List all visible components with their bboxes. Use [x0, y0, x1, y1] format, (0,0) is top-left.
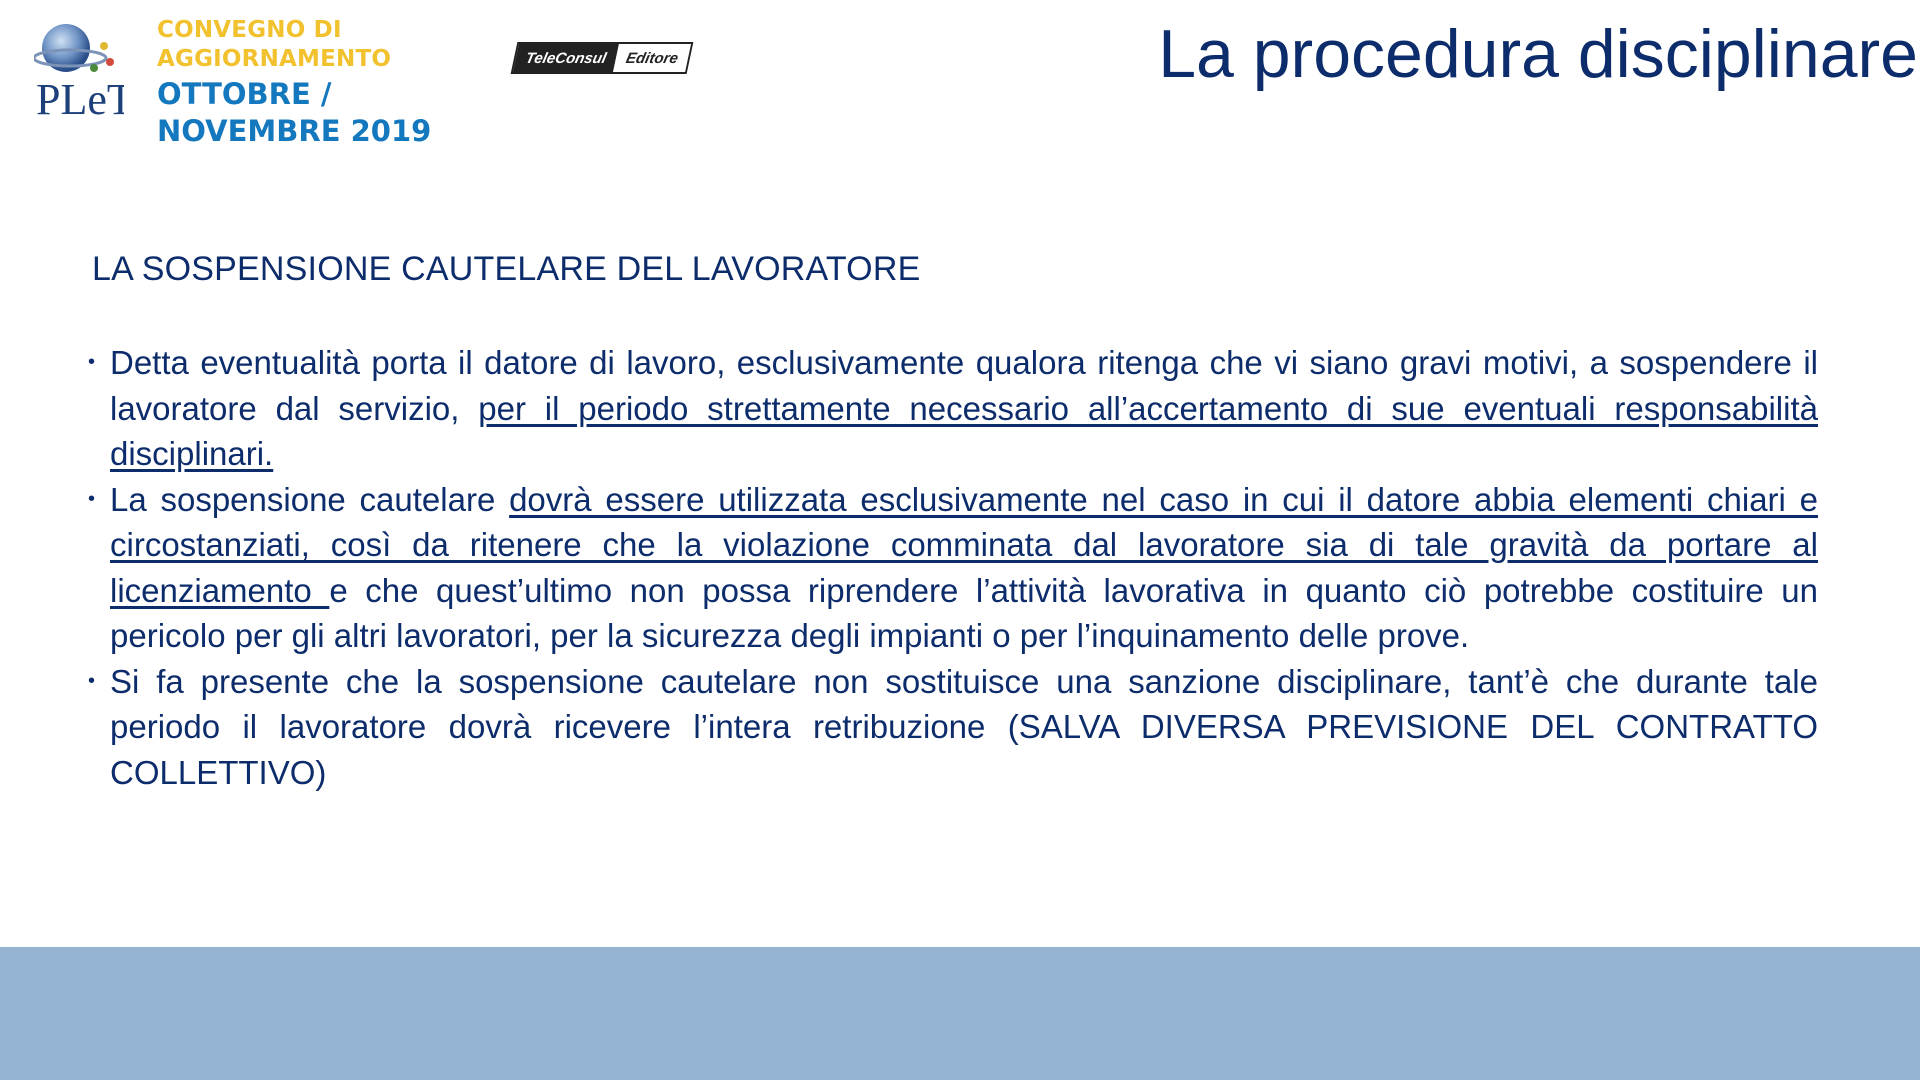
globe-logo-icon — [34, 18, 124, 118]
event-title — [157, 16, 391, 74]
bullet-text-after: e che quest’ultimo non possa riprendere l’attività lavorativa in quanto ciò potrebbe costituire un pericolo per gli altri lavoratori, per la sicurezza degli impianti o per l’inquinamento delle prove. — [110, 571, 1818, 654]
bullet-item — [84, 659, 1818, 796]
event-date — [157, 76, 431, 150]
event-date-line1: OTTOBRE / — [157, 77, 332, 111]
section-heading: LA SOSPENSIONE CAUTELARE DEL LAVORATORE — [92, 250, 921, 288]
bullet-text: La sospensione cautelare — [110, 480, 510, 518]
bullet-underlined-text: per il periodo strettamente necessario all’accertamento di sue eventuali responsabilità disciplinari. — [110, 389, 1818, 472]
bullet-list — [84, 340, 1818, 795]
page-title: La procedura disciplinare — [1158, 16, 1918, 92]
bullet-text: Si fa presente che la sospensione cautelare non sostituisce una sanzione disciplinare, tant’è che durante tale periodo il lavoratore dovrà ricevere l’intera retribuzione (SALVA DIVERSA PREVISIONE DEL CONTRATTO COLLETTIVO) — [110, 662, 1818, 791]
plet-logo — [34, 18, 124, 118]
svg-text:PLeT: PLeT — [36, 75, 124, 118]
bullet-item — [84, 340, 1818, 477]
footer-band — [0, 947, 1920, 1080]
event-title-line1: CONVEGNO DI — [157, 17, 342, 43]
event-title-line2: AGGIORNAMENTO — [157, 46, 392, 72]
bullet-dot-icon: • — [88, 669, 96, 692]
publisher-logo — [511, 42, 694, 74]
bullet-dot-icon: • — [88, 487, 96, 510]
bullet-text: Detta eventualità porta il datore di lavoro, esclusivamente qualora ritenga che vi siano gravi motivi, a sospendere il lavoratore dal servizio, — [110, 344, 1818, 427]
bullet-item — [84, 477, 1818, 659]
publisher-name: TeleConsul — [513, 44, 619, 72]
bullet-underlined-text: dovrà essere utilizzata esclusivamente nel caso in cui il datore abbia elementi chiari e circostanziati, così da ritenere che la violazione comminata dal lavoratore sia di tale gravità da portare al licenziamento — [110, 480, 1818, 609]
bullet-dot-icon: • — [88, 351, 96, 373]
publisher-editore: Editore — [613, 44, 691, 72]
event-date-line2: NOVEMBRE 2019 — [157, 114, 432, 148]
